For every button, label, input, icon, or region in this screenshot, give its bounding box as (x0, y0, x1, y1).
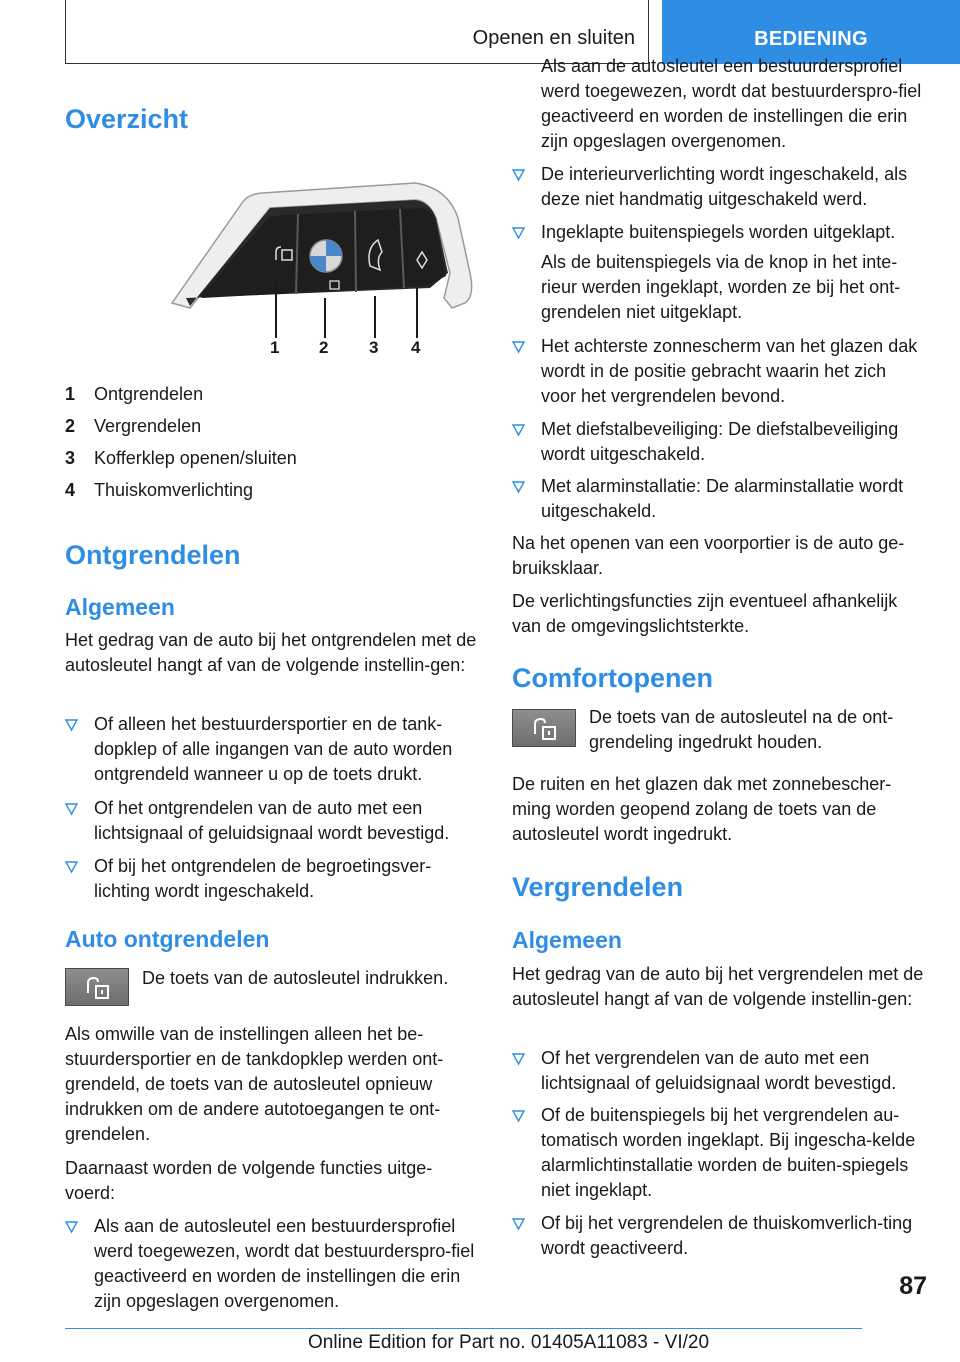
list-item-continuation (541, 56, 926, 154)
unlock-general-title: Algemeen (65, 594, 175, 620)
comfort-title: Comfortopenen (512, 663, 713, 693)
list-item (512, 474, 926, 524)
legend-number: 1 (65, 384, 76, 404)
after-unlock-para-1: Na het openen van een voorportier is de auto ge-bruiksklaar. (512, 533, 905, 578)
comfort-instruction: De toets van de autosleutel na de ont-grendeling ingedrukt houden. (589, 707, 894, 752)
unlock-icon (531, 716, 559, 742)
list-item-text: Het achterste zonnescherm van het glazen dak wordt in de positie gebracht waarin het zich voor het vergrendelen bevond. (541, 336, 918, 406)
header-chapter-label: BEDIENING (754, 28, 868, 50)
list-item (512, 334, 926, 409)
triangle-bullet-icon (65, 861, 78, 873)
figure-label-4: 4 (411, 338, 421, 357)
list-item-text: De interieurverlichting wordt ingeschakeld, als deze niet handmatig uitgeschakeld werd. (541, 164, 908, 209)
list-item-text: Met alarminstallatie: De alarminstallatie wordt uitgeschakeld. (541, 476, 904, 521)
triangle-bullet-icon (512, 1110, 525, 1122)
after-unlock-para-2: De verlichtingsfuncties zijn eventueel afhankelijk van de omgevingslichtsterkte. (512, 591, 898, 636)
legend-text: Ontgrendelen (94, 384, 204, 404)
triangle-bullet-icon (512, 1218, 525, 1230)
list-item-text: Of het ontgrendelen van de auto met een lichtsignaal of geluidsignaal wordt bevestigd. (94, 798, 450, 843)
legend-text: Thuiskomverlichting (94, 480, 254, 500)
unlock-icon (84, 975, 112, 1001)
auto-unlock-para-2: Daarnaast worden de volgende functies uitge-voerd: (65, 1158, 433, 1203)
footer-edition: Online Edition for Part no. 01405A11083 - VI/20 (308, 1332, 710, 1353)
legend-text: Vergrendelen (94, 416, 202, 436)
unlock-key-button-icon (65, 968, 129, 1006)
triangle-bullet-icon (512, 424, 525, 436)
triangle-bullet-icon (512, 341, 525, 353)
triangle-bullet-icon (65, 1221, 78, 1233)
header-section-title: Openen en sluiten (472, 27, 635, 49)
legend-text: Kofferklep openen/sluiten (94, 448, 297, 468)
list-item (512, 220, 926, 245)
list-item-text: Of het vergrendelen van de auto met een lichtsignaal of geluidsignaal wordt bevestigd. (541, 1048, 897, 1093)
footer-divider (65, 1328, 862, 1329)
list-item (512, 1103, 926, 1203)
figure-label-2: 2 (319, 338, 329, 357)
triangle-bullet-icon (512, 169, 525, 181)
lock-general-title: Algemeen (512, 927, 622, 953)
lock-general-intro: Het gedrag van de auto bij het vergrendelen met de autosleutel hangt af van de volgende instellin-gen: (512, 964, 924, 1009)
list-item (65, 712, 477, 787)
triangle-bullet-icon (512, 227, 525, 239)
list-item-text: Als aan de autosleutel een bestuurdersprofiel werd toegewezen, wordt dat bestuurderspro-fiel geactiveerd en worden de instellingen die erin zijn opgeslagen overgenomen. (94, 1216, 475, 1311)
list-item-text: Of bij het vergrendelen de thuiskomverlich-ting wordt geactiveerd. (541, 1213, 913, 1258)
list-item-text: Ingeklapte buitenspiegels worden uitgeklapt. (541, 222, 896, 242)
list-item (512, 417, 926, 467)
list-item-text: Of alleen het bestuurdersportier en de tank-dopklep of alle ingangen van de auto worden ontgrendeld wanneer u op de toets drukt. (94, 714, 453, 784)
list-item-text: Of de buitenspiegels bij het vergrendelen au-tomatisch worden ingeklapt. Bij ingescha-kelde alarmlichtinstallatie worden de buiten-spiegels niet ingeklapt. (541, 1105, 916, 1200)
legend-number: 3 (65, 448, 76, 468)
triangle-bullet-icon (512, 1053, 525, 1065)
mirror-note: Als de buitenspiegels via de knop in het inte-rieur werden ingeklapt, worden ze bij het ont-grendelen niet uitgeklapt. (541, 252, 901, 322)
list-item-text: Met diefstalbeveiliging: De diefstalbeveiliging wordt uitgeschakeld. (541, 419, 899, 464)
figure-label-1: 1 (270, 338, 280, 357)
key-fob-illustration (130, 178, 478, 362)
list-item (65, 1214, 477, 1311)
legend-number: 4 (65, 480, 76, 500)
figure-label-3: 3 (369, 338, 379, 357)
list-item (65, 796, 477, 846)
list-item-text: Of bij het ontgrendelen de begroetingsver-lichting wordt ingeschakeld. (94, 856, 432, 901)
auto-unlock-instruction: De toets van de autosleutel indrukken. (142, 968, 449, 988)
triangle-bullet-icon (512, 481, 525, 493)
list-item (512, 1211, 926, 1261)
overview-title: Overzicht (65, 104, 189, 134)
page-number: 87 (899, 1272, 927, 1300)
key-fob-figure (130, 178, 478, 362)
list-item (512, 1046, 926, 1096)
triangle-bullet-icon (65, 719, 78, 731)
triangle-bullet-icon (65, 803, 78, 815)
list-item (512, 162, 926, 212)
comfort-key-button-icon (512, 709, 576, 747)
lock-title: Vergrendelen (512, 872, 684, 902)
list-item (65, 854, 477, 904)
list-item-text-continued: Als aan de autosleutel een bestuurdersprofiel werd toegewezen, wordt dat bestuurderspro-fiel geactiveerd en worden de instellingen die erin zijn opgeslagen overgenomen. (541, 56, 922, 151)
legend-number: 2 (65, 416, 76, 436)
auto-unlock-title: Auto ontgrendelen (65, 926, 270, 952)
unlock-title: Ontgrendelen (65, 540, 241, 570)
comfort-para: De ruiten en het glazen dak met zonnebescher-ming worden geopend zolang de toets van de autosleutel wordt ingedrukt. (512, 774, 892, 844)
auto-unlock-para-1: Als omwille van de instellingen alleen het be-stuurdersportier en de tankdopklep werden ont-grendeld, de toets van de autosleutel opnieuw indrukken om de andere autotoegangen te ont-grendelen. (65, 1024, 444, 1144)
unlock-general-intro: Het gedrag van de auto bij het ontgrendelen met de autosleutel hangt af van de volgende instellin-gen: (65, 630, 477, 675)
